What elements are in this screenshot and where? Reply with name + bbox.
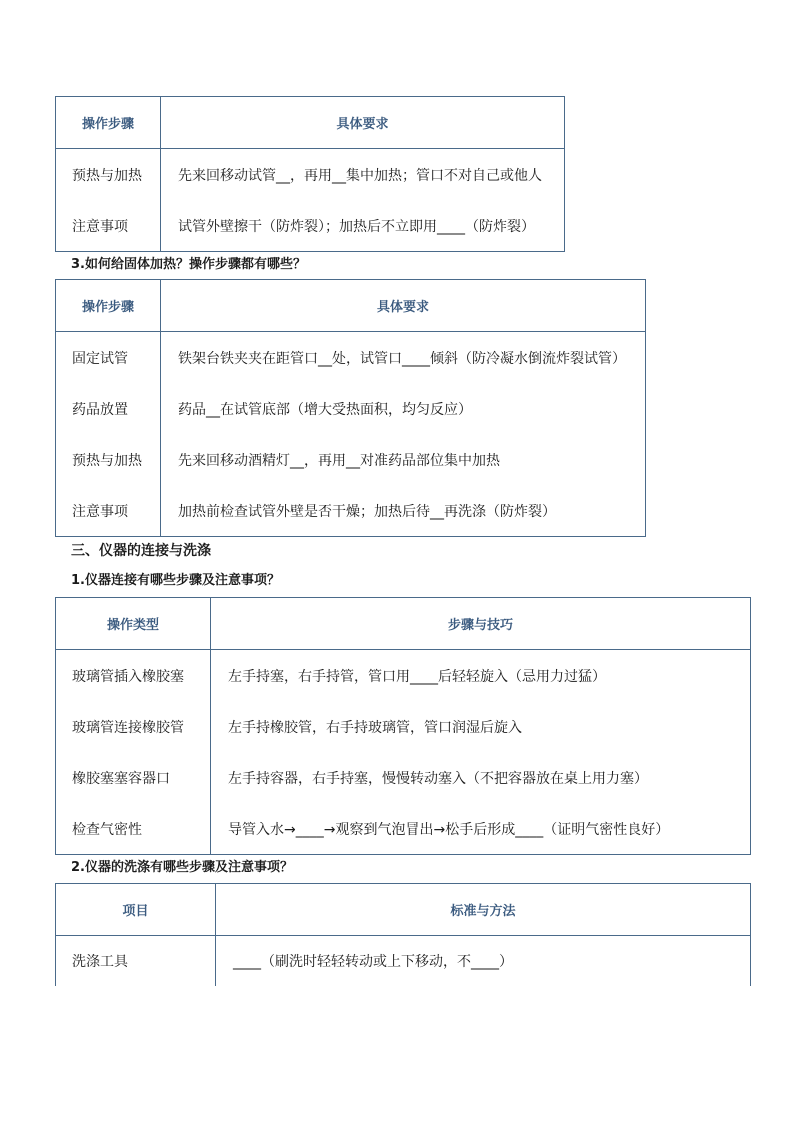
step-cell: 固定试管 <box>56 332 161 384</box>
type-cell: 玻璃管插入橡胶塞 <box>56 650 211 702</box>
step-cell: 注意事项 <box>56 200 161 252</box>
table-heating-liquid <box>55 96 565 252</box>
question-heading-solid-heating: 3.如何给固体加热？操作步骤都有哪些？ <box>71 257 306 272</box>
type-cell: 玻璃管连接橡胶管 <box>56 701 211 752</box>
method-cell: ____（刷洗时轻轻转动或上下移动，不____） <box>216 936 751 987</box>
requirement-cell: 加热前检查试管外壁是否干燥；加热后待__再洗涤（防炸裂） <box>161 485 646 537</box>
step-cell: 注意事项 <box>56 485 161 537</box>
requirement-cell: 先来回移动试管__，再用__集中加热；管口不对自己或他人 <box>161 149 565 201</box>
table-heating-solid <box>55 279 646 537</box>
table-row <box>56 200 565 252</box>
table-row <box>56 485 646 537</box>
table-header-row <box>56 280 646 332</box>
requirement-cell: 药品__在试管底部（增大受热面积，均匀反应） <box>161 383 646 434</box>
table-instrument-connection <box>55 597 751 855</box>
technique-cell: 左手持塞，右手持管，管口用____后轻轻旋入（忌用力过猛） <box>211 650 751 702</box>
header-cell-requirement: 具体要求 <box>161 97 565 149</box>
table-header-row <box>56 97 565 149</box>
technique-cell: 左手持容器，右手持塞，慢慢转动塞入（不把容器放在桌上用力塞） <box>211 752 751 803</box>
table-row <box>56 936 751 987</box>
requirement-cell: 铁架台铁夹夹在距管口__处，试管口____倾斜（防冷凝水倒流炸裂试管） <box>161 332 646 384</box>
type-cell: 检查气密性 <box>56 803 211 855</box>
type-cell: 橡胶塞塞容器口 <box>56 752 211 803</box>
step-cell: 药品放置 <box>56 383 161 434</box>
table-row <box>56 650 751 702</box>
table-row <box>56 383 646 434</box>
header-cell-step: 操作步骤 <box>56 280 161 332</box>
header-cell-requirement: 具体要求 <box>161 280 646 332</box>
header-cell-item: 项目 <box>56 884 216 936</box>
table-instrument-washing <box>55 883 751 986</box>
requirement-cell: 试管外壁擦干（防炸裂）；加热后不立即用____（防炸裂） <box>161 200 565 252</box>
table-row <box>56 752 751 803</box>
question-heading-washing: 2.仪器的洗涤有哪些步骤及注意事项？ <box>71 860 293 875</box>
header-cell-type: 操作类型 <box>56 598 211 650</box>
table-row <box>56 701 751 752</box>
header-cell-method: 标准与方法 <box>216 884 751 936</box>
header-cell-technique: 步骤与技巧 <box>211 598 751 650</box>
table-row <box>56 434 646 485</box>
table-row <box>56 149 565 201</box>
question-heading-connection: 1.仪器连接有哪些步骤及注意事项？ <box>71 573 280 588</box>
step-cell: 预热与加热 <box>56 149 161 201</box>
section-heading: 三、仪器的连接与洗涤 <box>71 543 211 559</box>
table-row <box>56 332 646 384</box>
header-cell-step: 操作步骤 <box>56 97 161 149</box>
table-header-row <box>56 884 751 936</box>
requirement-cell: 先来回移动酒精灯__，再用__对准药品部位集中加热 <box>161 434 646 485</box>
item-cell: 洗涤工具 <box>56 936 216 987</box>
technique-cell: 左手持橡胶管，右手持玻璃管，管口润湿后旋入 <box>211 701 751 752</box>
technique-cell: 导管入水→____→观察到气泡冒出→松手后形成____（证明气密性良好） <box>211 803 751 855</box>
table-row <box>56 803 751 855</box>
step-cell: 预热与加热 <box>56 434 161 485</box>
table-header-row <box>56 598 751 650</box>
